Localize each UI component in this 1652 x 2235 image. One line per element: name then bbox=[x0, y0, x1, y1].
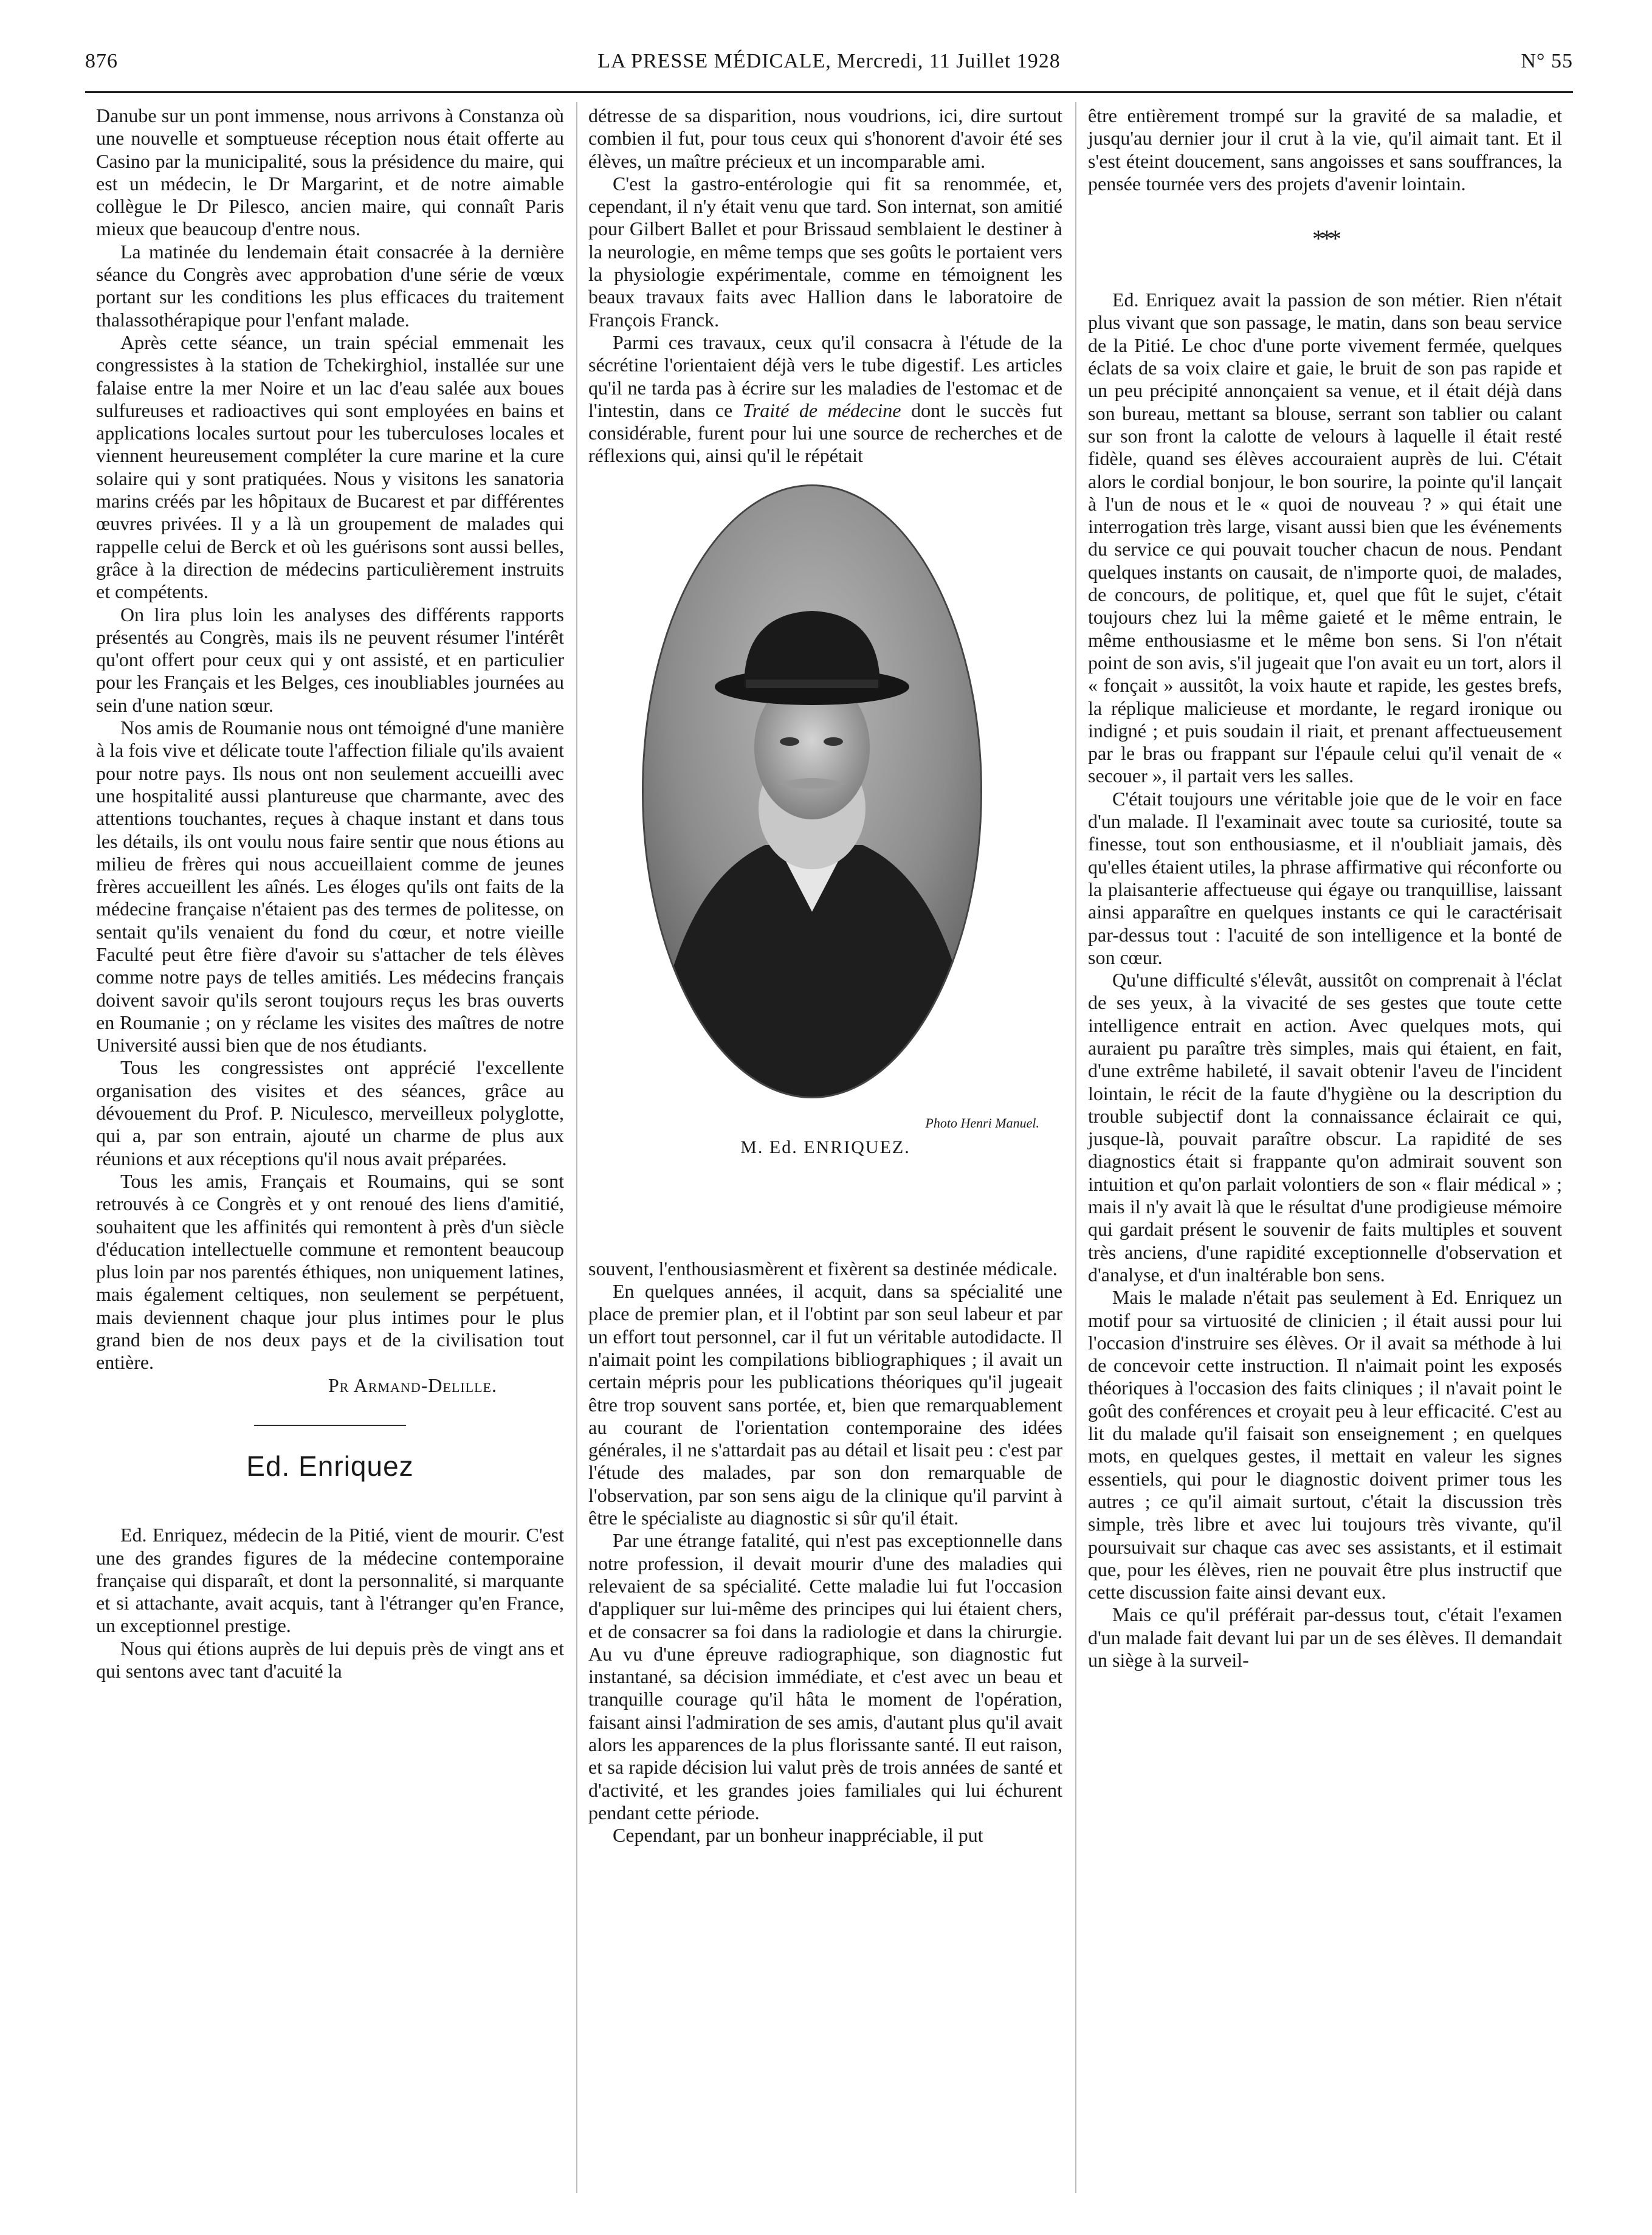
paragraph: Tous les amis, Français et Roumains, qui se sont retrouvés à ce Congrès et y ont renoué des liens d'amitié, souhaitent que les affinités qui remontent à près d'un siècle d'éducation intellectuelle commune et remontent beaucoup plus loin par nos parentés éthiques, non uniquement latines, mais également celtiques, non seulement se perpétuent, mais deviennent chaque jour plus intimes pour le plus grand bien de nos deux pays et de la civilisation tout entière. bbox=[96, 1169, 564, 1374]
book-title: Traité de médecine bbox=[742, 399, 901, 421]
column-2 bbox=[588, 105, 1062, 1847]
column-1 bbox=[96, 105, 564, 1682]
paragraph: On lira plus loin les analyses des différents rapports présentés au Congrès, mais ils ne peuvent résumer l'intérêt qu'ont offert pour ceux qui y ont assisté, et en particulier pour les Français et les Belges, ces inoubliables journées au sein d'une nation sœur. bbox=[96, 603, 564, 716]
page-header bbox=[85, 50, 1573, 86]
page-number: 876 bbox=[85, 50, 118, 72]
paragraph: Qu'une difficulté s'élevât, aussitôt on comprenait à l'éclat de ses yeux, à la vivacité de ses gestes que toute cette intelligence entrait en action. Avec quelques mots, qui auraient pu paraître très simples, mais qui étaient, en fait, d'une extrême habileté, il savait obtenir l'aveu de l'incident lointain, le récit de la faute d'hygiène ou la description du trouble subjectif dont la connaissance éclairait ce qui, jusque-là, pouvait paraître obscur. La rapidité de ses diagnostics était si frappante qu'on admirait souvent son intuition et qu'on parlait volontiers de son « flair médical » ; mais il n'y avait là que le résultat d'une prodigieuse mémoire qui gardait présent le souvenir de faits multiples et souvent très anciens, d'une rapidité exceptionnelle d'observation et d'analyse, et d'un inaltérable bon sens. bbox=[1088, 969, 1562, 1286]
paragraph: Après cette séance, un train spécial emmenait les congressistes à la station de Tchekirghiol, installée sur une falaise entre la mer Noire et un lac d'eau salée aux boues sulfureuses et radioactives qui sont employées en bains et applications locales surtout pour les tuberculoses locales et viennent heureusement compléter la cure marine et la cure solaire qui y sont pratiquées. Nous y visitons les sanatoria marins créés par les hôpitaux de Bucarest et par différentes œuvres privées. Il y a là un groupement de malades qui rappelle celui de Berck et où les guérisons sont aussi belles, grâce à la direction de médecins particulièrement instruits et compétents. bbox=[96, 331, 564, 603]
column-separator bbox=[576, 102, 577, 2193]
paragraph bbox=[588, 331, 1062, 467]
portrait-image bbox=[644, 486, 980, 1097]
section-divider bbox=[254, 1425, 406, 1426]
paragraph: Cependant, par un bonheur inappréciable, il put bbox=[613, 1824, 983, 1847]
author-signature bbox=[96, 1374, 564, 1397]
paragraph: Mais le malade n'était pas seulement à Ed. Enriquez un motif pour sa virtuosité de clinicien ; il était aussi pour lui l'occasion d'instruire ses élèves. Or il avait sa méthode à lui de concevoir cette instruction. Il n'aimait point les exposés théoriques à l'occasion des faits cliniques ; il n'avait point le goût des conférences et croyait peu à leur efficacité. C'est au lit du malade qu'il faisait son enseignement ; en quelques mots, en quelques gestes, il mettait en valeur les signes essentiels, qui pour le diagnostic doivent primer tous les autres ; ce qu'il aimait surtout, c'était la discussion très simple, très libre et avec lui toujours très vivante, qu'il poursuivait sur chaque cas avec ses assistants, et il estimait que, pour les élèves, rien ne pouvait être plus instructif que cette discussion faite ainsi devant eux. bbox=[1088, 1286, 1562, 1603]
paragraph: En quelques années, il acquit, dans sa spécialité une place de premier plan, et il l'obtint par son seul labeur et par un effort tout personnel, car il fut un véritable autodidacte. Il n'aimait point les compilations bibliographiques ; il avait un certain mépris pour les publications théoriques qu'il jugeait être trop souvent sans portée, et, bien que remarquablement au courant de l'orientation contemporaine des idées générales, il ne s'attardait pas au détail et lisait peu : c'est par l'étude des malades, par son don remarquable de l'observation, par son sens aigu de la clinique qu'il parvint à être le spécialiste au diagnostic si sûr qu'il était. bbox=[588, 1280, 1062, 1529]
paragraph: Mais ce qu'il préférait par-dessus tout, c'était l'examen d'un malade fait devant lui par un de ses élèves. Il demandait un siège à la surveil- bbox=[1088, 1603, 1562, 1671]
column-3 bbox=[1088, 105, 1562, 1672]
paragraph: Par une étrange fatalité, qui n'est pas exceptionnelle dans notre profession, il devait mourir d'une des maladies qui relevaient de sa spécialité. Cette maladie lui fut l'occasion d'appliquer sur lui-même des principes qui lui étaient chers, et de consacrer sa foi dans la radiologie et dans la chirurgie. Au vu d'une épreuve radiographique, son diagnostic fut instantané, sa décision immédiate, et c'est avec un beau et tranquille courage qu'il hâta le moment de l'opération, faisant ainsi l'admiration de ses amis, d'autant plus qu'il avait alors les apparences de la plus florissante santé. Il eut raison, et sa rapide décision lui valut près de trois années de santé et d'activité, et les grandes joies familiales qui lui échurent pendant cette période. bbox=[588, 1529, 1062, 1823]
signature-text: Pr Armand-Delille. bbox=[328, 1374, 497, 1396]
portrait-figure bbox=[588, 467, 1062, 1258]
paragraph: Ed. Enriquez, médecin de la Pitié, vient de mourir. C'est une des grandes figures de la médecine contemporaine française qui disparaît, et dont la personnalité, si marquante et si attachante, avait acquis, tant à l'étranger qu'en France, un exceptionnel prestige. bbox=[96, 1524, 564, 1637]
asterism: *** bbox=[1312, 225, 1338, 253]
paragraph: La matinée du lendemain était consacrée à la dernière séance du Congrès avec approbation d'une série de vœux portant sur les conditions les plus efficaces du traitement thalassothérapique pour l'enfant malade. bbox=[96, 240, 564, 331]
paragraph: Nous qui étions auprès de lui depuis près de vingt ans et qui sentons avec tant d'acuité la bbox=[96, 1637, 564, 1682]
portrait-photo bbox=[642, 484, 982, 1098]
paragraph: Danube sur un pont immense, nous arrivons à Constanza où une nouvelle et somptueuse réception nous était offerte au Casino par la municipalité, sous la présidence du maire, qui est un médecin, le Dr Margarint, et de notre aimable collègue le Dr Pilesco, ancien maire, qui connaît Paris mieux que beaucoup d'entre nous. bbox=[96, 105, 564, 240]
header-rule bbox=[85, 91, 1573, 93]
paragraph: Nos amis de Roumanie nous ont témoigné d'une manière à la fois vive et délicate toute l'affection filiale qu'ils avaient pour notre pays. Ils nous ont non seulement accueilli avec une hospitalité aussi plantureuse que charmante, avec des attentions touchantes, reçues à chaque instant et dans tous les détails, ils ont voulu nous faire sentir que nous étions au milieu de frères qui nous accueillaient comme de jeunes frères accueillent les aînés. Les éloges qu'ils ont faits de la médecine française n'étaient pas des termes de politesse, on sentait qu'ils venaient du fond du cœur, et notre vieille Faculté peut être fière d'avoir su s'attacher de tels élèves comme notre pays de telles amitiés. Les médecins français doivent savoir qu'ils seront toujours reçus les bras ouverts en Roumanie ; on y réclame les visites des maîtres de notre Université aussi bien que de nos étudiants. bbox=[96, 717, 564, 1056]
paragraph: C'est la gastro-entérologie qui fit sa renommée, et, cependant, il n'y était venu que tard. Son internat, son amitié pour Gilbert Ballet et pour Brissaud semblaient le destiner à la neurologie, en même temps que ses goûts le portaient vers la physiologie expérimentale, comme en témoignent les beaux travaux faits avec Hallion dans le laboratoire de François Franck. bbox=[588, 172, 1062, 331]
paragraph: être entièrement trompé sur la gravité de sa maladie, et jusqu'au dernier jour il crut à la vie, qu'il aimait tant. Et il s'est éteint doucement, sans angoisses et sans souffrances, la pensée tournée vers des projets d'avenir lointain. bbox=[1088, 105, 1562, 195]
paragraph: Tous les congressistes ont apprécié l'excellente organisation des visites et des séances, grâce au dévouement du Prof. P. Niculesco, merveilleux polyglotte, qui a, par son entrain, ajouté un charme de plus aux réunions et aux réceptions qu'il nous avait préparées. bbox=[96, 1056, 564, 1169]
photo-credit: Photo Henri Manuel. bbox=[925, 1115, 1039, 1131]
paragraph: Ed. Enriquez avait la passion de son métier. Rien n'était plus vivant que son passage, le matin, dans son beau service de la Pitié. Le choc d'une porte vivement fermée, quelques éclats de sa voix claire et gaie, le bruit de son pas rapide et un peu précipité annonçaient sa venue, et il était déjà dans son bureau, mettant sa blouse, serrant son tablier ou calant sur son front la calotte de velours à laquelle il était resté fidèle, quand ses élèves accouraient auprès de lui. C'était alors le cordial bonjour, le bon sourire, la pointe qu'il lançait à l'un de nous et le « quoi de nouveau ? » qui était une interrogation très large, visant aussi bien que les événements du service ce qui pouvait toucher chacun de nous. Pendant quelques instants on causait, de n'importe quoi, de malades, de concours, de politique, et, quel que fût le sujet, c'était toujours chez lui la même gaieté et le même entrain, le même enthousiasme et le même bon sens. Si l'on n'était point de son avis, s'il jugeait que l'on avait eu un tort, alors il « fonçait » aussitôt, la voix haute et rapide, les gestes brefs, la réplique malicieuse et mordante, le regard ironique ou indigné ; et puis soudain il riait, et prenant affectueusement par le bras ou frappant sur l'épaule celui qu'il venait de « secouer », il partait vers les salles. bbox=[1088, 289, 1562, 787]
issue-number: N° 55 bbox=[1521, 50, 1573, 72]
section-title: Ed. Enriquez bbox=[246, 1450, 414, 1482]
text-run: dont le succès fut considérable, furent pour lui une source de recherches et de réflexions qui, ainsi qu'il le répétait bbox=[588, 399, 1063, 467]
journal-title: LA PRESSE MÉDICALE, Mercredi, 11 Juillet 1928 bbox=[597, 50, 1061, 72]
paragraph: C'était toujours une véritable joie que de le voir en face d'un malade. Il l'examinait avec toute sa curiosité, toute sa finesse, tout son enthousiasme, et il n'oubliait jamais, dès qu'elles étaient utiles, la phrase affirmative qui réconforte ou la plaisanterie affectueuse qui égaye ou tranquillise, laissant ainsi apparaître en quelques instants ce qui le caractérisait par-dessus tout : l'acuité de son intelligence et la bonté de son cœur. bbox=[1088, 787, 1562, 968]
photo-caption: M. Ed. ENRIQUEZ. bbox=[740, 1137, 910, 1157]
column-separator bbox=[1075, 102, 1076, 2193]
paragraph: souvent, l'enthousiasmèrent et fixèrent sa destinée médicale. bbox=[588, 1257, 1058, 1279]
paragraph: détresse de sa disparition, nous voudrions, ici, dire surtout combien il fut, pour tous ceux qui s'honorent d'avoir été ses élèves, un maître précieux et un incomparable ami. bbox=[588, 105, 1062, 172]
text-run: Parmi ces travaux, ceux qu'il consacra à l'étude de la sécrétine l'orientaient déjà vers le tube digestif. Les articles qu'il ne tarda pas à écrire sur les maladies de l'estomac et de l'intestin, dans ce bbox=[588, 331, 1062, 421]
